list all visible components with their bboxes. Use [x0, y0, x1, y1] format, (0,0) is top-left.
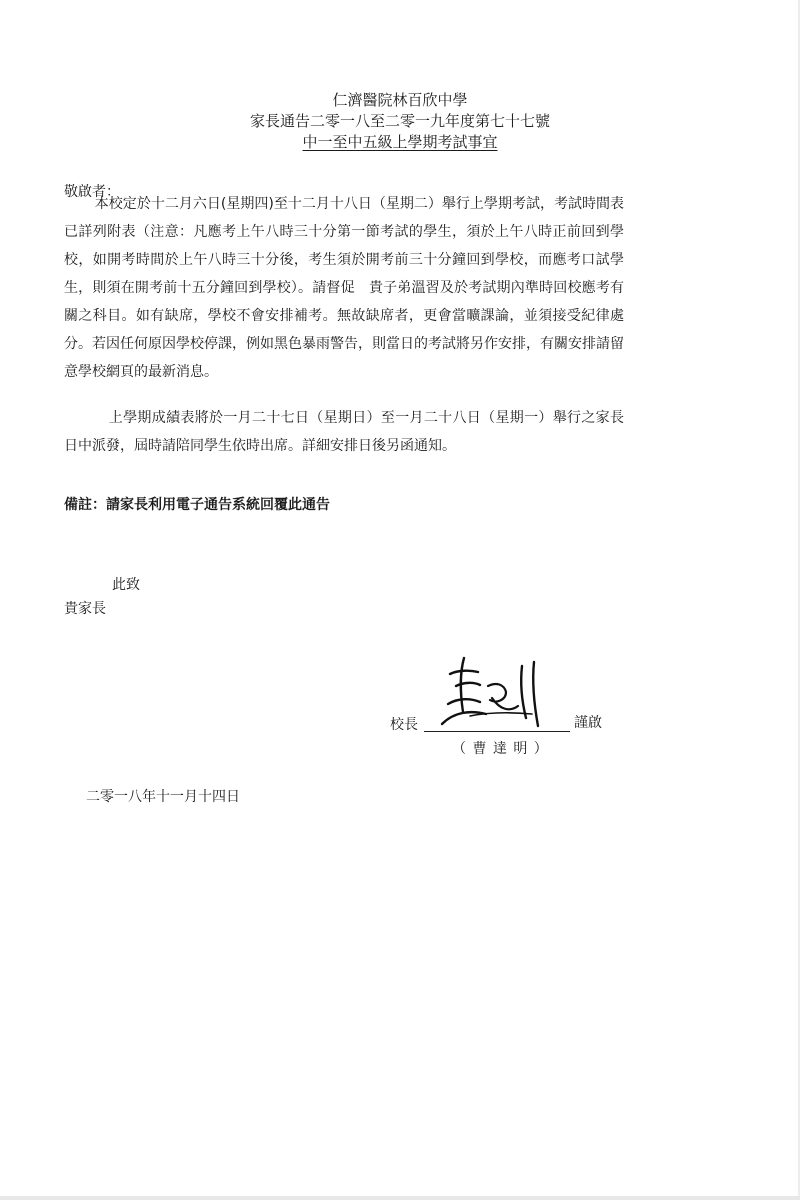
salutation: 敬啟者：	[64, 184, 120, 200]
closing-line-1: 此致	[112, 577, 140, 593]
remark: 備註：請家長利用電子通告系統回覆此通告	[64, 497, 330, 513]
school-name: 仁濟醫院林百欣中學	[332, 91, 468, 109]
paragraph-exam-arrangements: 本校定於十二月六日(星期四)至十二月十八日（星期二）舉行上學期考試，考試時間表已詳列附表（注意：凡應考上午八時三十分第一節考試的學生，須於上午八時正前回到學校，如開考時間於上午八時三十分後，考生須於開考前三十分鐘回到學校，而應考口試學生，則須在開考前十五分鐘回到學校）。請督促 貴子弟溫習及於考試期內準時回校應考有關之科目。如有缺席，學校不會安排補考。無故缺席者，更會當曠課論，並須接受紀律處分。若因任何原因學校停課，例如黑色暴雨警告，則當日的考試將另作安排，有關安排請留意學校網頁的最新消息。	[64, 196, 624, 380]
paragraph-report-card: 上學期成績表將於一月二十七日（星期日）至一月二十八日（星期一）舉行之家長日中派發，屆時請陪同學生依時出席。詳細安排日後另函通知。	[64, 410, 624, 454]
closing-line-2: 貴家長	[64, 601, 106, 617]
principal-name: （ 曹 達 明 ）	[452, 741, 549, 757]
notice-date: 二零一八年十一月十四日	[86, 789, 240, 805]
notice-header	[0, 90, 800, 153]
signature-title: 校長	[390, 717, 418, 733]
handwritten-signature	[430, 652, 550, 734]
notice-subject: 中一至中五級上學期考試事宜	[302, 133, 498, 151]
signature-line	[424, 731, 570, 732]
notice-number: 家長通告二零一八至二零一九年度第七十七號	[249, 112, 550, 130]
signature-ending: 謹啟	[574, 715, 602, 731]
scan-edge-bottom	[0, 1196, 800, 1200]
